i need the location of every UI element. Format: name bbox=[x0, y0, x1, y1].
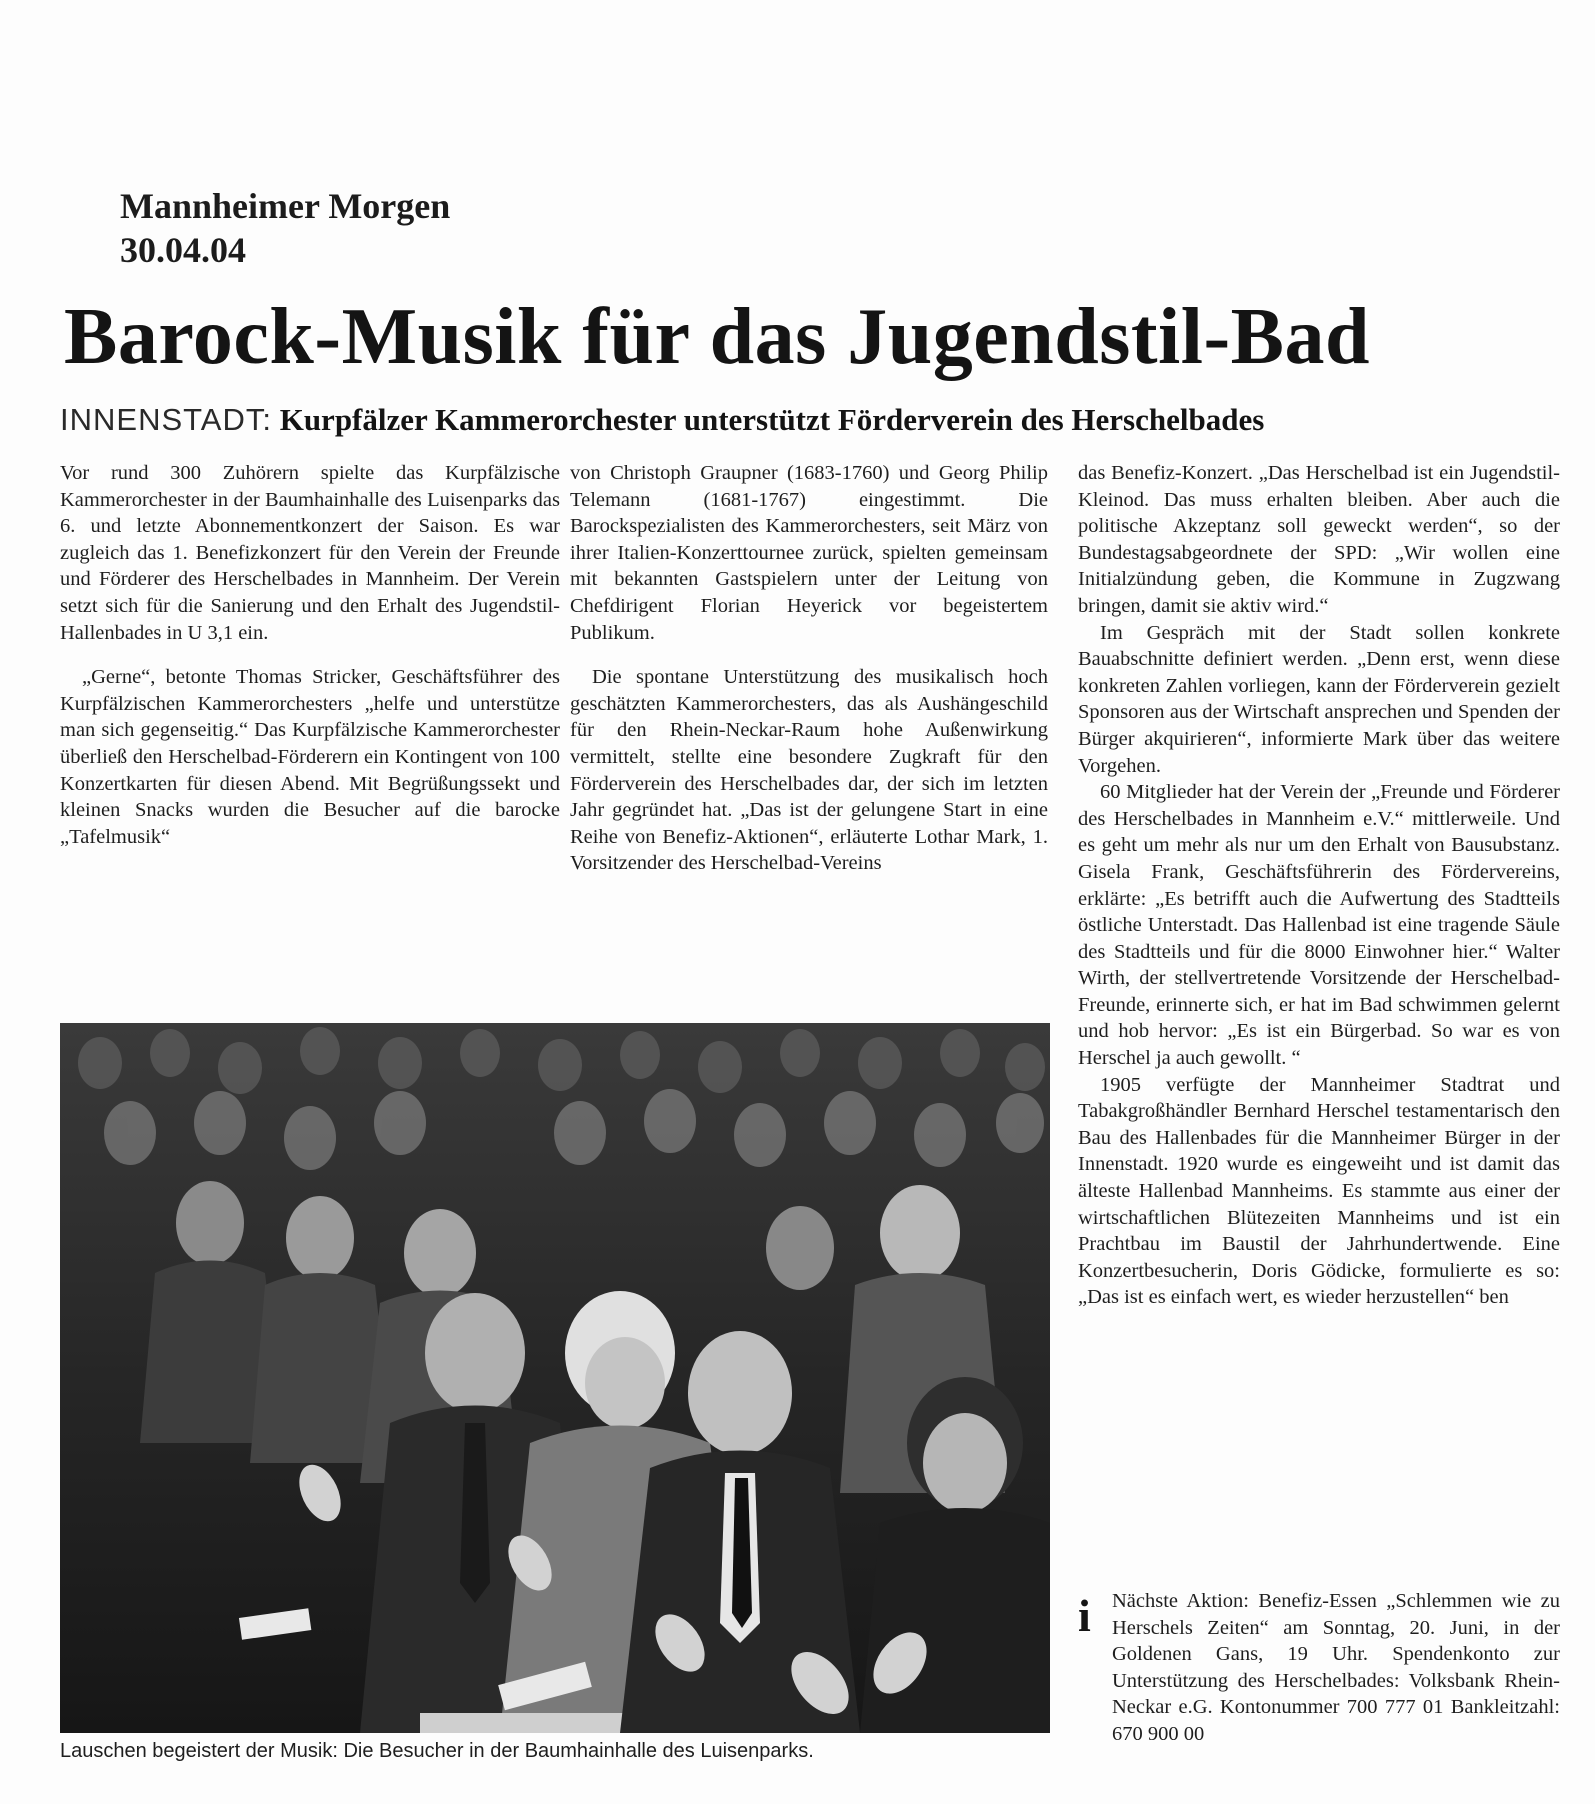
article-column-2 bbox=[570, 460, 1048, 877]
source-info bbox=[120, 184, 450, 272]
paragraph: von Christoph Graupner (1683-1760) und Georg Philip Telemann (1681-1767) eingestimmt. Die Barockspezialisten des Kammerorchesters, seit März von ihrer Italien-Konzerttournee zurück, spielten gemeinsam mit bekannten Gastspielern unter der Leitung von Chefdirigent Florian Heyerick vor begeistertem Publikum. bbox=[570, 462, 1048, 644]
article-column-1 bbox=[60, 460, 560, 850]
paragraph: Im Gespräch mit der Stadt sollen konkrete Bauabschnitte definiert werden. „Denn erst, wenn diese konkreten Zahlen vorliegen, kann der Förderverein gezielt Sponsoren aus der Wirtschaft ansprechen und Spenden der Bürger akquirieren“, informierte Mark über das weitere Vorgehen. bbox=[1078, 621, 1560, 777]
publication-date: 30.04.04 bbox=[120, 230, 246, 270]
newspaper-name: Mannheimer Morgen bbox=[120, 186, 451, 226]
paragraph: „Gerne“, betonte Thomas Stricker, Geschäftsführer des Kurpfälzischen Kammerorchesters „helfe und unterstütze man sich gegenseitig.“ Das Kurpfälzische Kammerorchester überließ den Herschelbad-Förderern ein Kontingent von 100 Konzertkarten für diesen Abend. Mit Begrüßungssekt und kleinen Snacks wurden die Besucher auf die barocke „Tafelmusik“ bbox=[60, 666, 560, 848]
audience-photo bbox=[60, 1023, 1050, 1733]
paragraph: das Benefiz-Konzert. „Das Herschelbad ist ein Jugendstil-Kleinod. Das muss erhalten bleiben. Aber auch die politische Akzeptanz soll geweckt werden“, so der Bundestagsabgeordnete der SPD: „Wir wollen eine Initialzündung geben, die Kommune in Zugzwang bringen, damit sie aktiv wird.“ bbox=[1078, 462, 1560, 617]
kicker: INNENSTADT: bbox=[60, 402, 272, 437]
article-column-3 bbox=[1078, 460, 1560, 1311]
photo-illustration bbox=[60, 1023, 1050, 1733]
headline: Barock-Musik für das Jugendstil-Bad bbox=[64, 293, 1370, 381]
info-box bbox=[1078, 1588, 1560, 1748]
subheadline bbox=[60, 400, 1560, 440]
paragraph: Die spontane Unterstützung des musikalisch hoch geschätzten Kammerorchesters, das als Aushängeschild für den Rhein-Neckar-Raum hohe Außenwirkung vermittelt, stellte eine besondere Zugkraft für den Förderverein des Herschelbades dar, der sich im letzten Jahr gegründet hat. „Das ist der gelungene Start in eine Reihe von Benefiz-Aktionen“, erläuterte Lothar Mark, 1. Vorsitzender des Herschelbad-Vereins bbox=[570, 666, 1048, 875]
info-i-icon: i bbox=[1078, 1590, 1091, 1641]
info-text: Nächste Aktion: Benefiz-Essen „Schlemmen wie zu Herschels Zeiten“ am Sonntag, 20. Juni, in der Goldenen Gans, 19 Uhr. Spendenkonto zur Unterstützung des Herschelbades: Volksbank Rhein-Neckar e.G. Kontonummer 700 777 01 Bankleitzahl: 670 900 00 bbox=[1112, 1590, 1560, 1745]
deck: Kurpfälzer Kammerorchester unterstützt Förderverein des Herschelbades bbox=[279, 402, 1265, 437]
photo-caption: Lauschen begeistert der Musik: Die Besucher in der Baumhainhalle des Luisenparks. bbox=[60, 1740, 814, 1762]
paragraph: Vor rund 300 Zuhörern spielte das Kurpfälzische Kammerorchester in der Baumhainhalle des Luisenparks das 6. und letzte Abonnementkonzert der Saison. Es war zugleich das 1. Benefizkonzert für den Verein der Freunde und Förderer des Herschelbades in Mannheim. Der Verein setzt sich für die Sanierung und den Erhalt des Jugendstil-Hallenbades in U 3,1 ein. bbox=[60, 462, 560, 644]
paragraph: 1905 verfügte der Mannheimer Stadtrat und Tabakgroßhändler Bernhard Herschel testamentarisch den Bau des Hallenbades für die Mannheimer Bürger in der Innenstadt. 1920 wurde es eingeweiht und ist damit das älteste Hallenbad Mannheims. Es stammte aus einer der wirtschaftlichen Blütezeiten Mannheims und ist ein Prachtbau im Baustil der Jahrhundertwende. Eine Konzertbesucherin, Doris Gödicke, formulierte es so: „Das ist es einfach wert, es wieder herzustellen“ ben bbox=[1078, 1073, 1560, 1309]
paragraph: 60 Mitglieder hat der Verein der „Freunde und Förderer des Herschelbades in Mannheim e.V.“ mittlerweile. Und es geht um mehr als nur um den Erhalt von Bausubstanz. Gisela Frank, Geschäftsführerin des Fördervereins, erklärte: „Es betrifft auch die Aufwertung des Stadtteils östliche Unterstadt. Das Hallenbad ist eine tragende Säule des Stadtteils und für die 8000 Einwohner hier.“ Walter Wirth, der stellvertretende Vorsitzende der Herschelbad-Freunde, erinnerte sich, er hat im Bad schwimmen gelernt und hob hervor: „Es ist ein Bürgerbad. So war es von Herschel ja auch gewollt. “ bbox=[1078, 781, 1560, 1070]
